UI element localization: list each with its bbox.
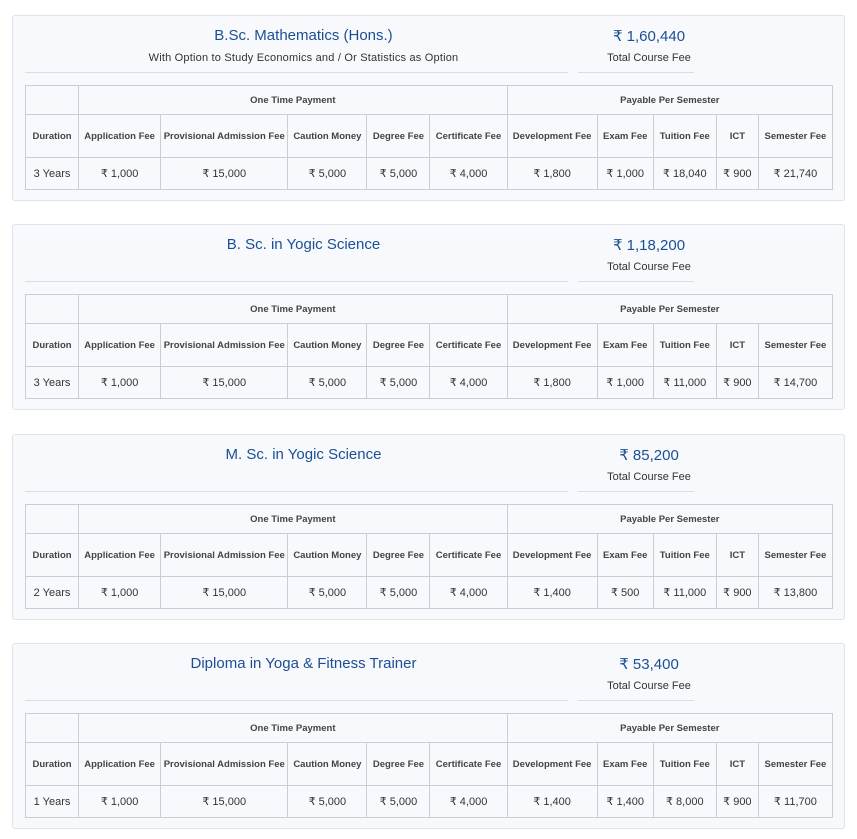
course-header <box>13 644 844 714</box>
column-header: Tuition Fee <box>653 534 716 577</box>
column-header: Duration <box>26 534 79 577</box>
column-header: Degree Fee <box>367 743 430 786</box>
fee-cell: ₹ 1,000 <box>597 158 653 190</box>
course-header <box>13 435 844 505</box>
blank-header-cell <box>26 714 79 743</box>
column-header: Provisional Admission Fee <box>161 324 288 367</box>
fee-table <box>25 294 833 399</box>
fee-cell: ₹ 900 <box>716 786 758 818</box>
column-header: Application Fee <box>79 534 161 577</box>
total-fee-divider <box>578 700 694 701</box>
column-header: Duration <box>26 324 79 367</box>
total-fee-divider <box>578 491 694 492</box>
fee-cell: ₹ 900 <box>716 577 758 609</box>
column-header: Caution Money <box>288 115 367 158</box>
fee-cell: ₹ 15,000 <box>161 786 288 818</box>
column-header: Development Fee <box>507 743 597 786</box>
column-header: Exam Fee <box>597 743 653 786</box>
column-header: Tuition Fee <box>653 743 716 786</box>
column-header: Caution Money <box>288 534 367 577</box>
column-header: Caution Money <box>288 743 367 786</box>
column-header: Provisional Admission Fee <box>161 534 288 577</box>
column-header: Development Fee <box>507 324 597 367</box>
fee-cell: ₹ 5,000 <box>288 786 367 818</box>
header-divider <box>25 700 568 701</box>
column-header: ICT <box>716 115 758 158</box>
per-semester-header: Payable Per Semester <box>507 86 832 115</box>
duration-cell: 3 Years <box>26 367 79 399</box>
fee-cell: ₹ 900 <box>716 158 758 190</box>
column-header: ICT <box>716 324 758 367</box>
total-fee-label: Total Course Fee <box>607 471 691 483</box>
course-card <box>12 434 845 620</box>
per-semester-header: Payable Per Semester <box>507 714 832 743</box>
course-card <box>12 15 845 201</box>
one-time-payment-header: One Time Payment <box>79 505 508 534</box>
total-fee-amount: ₹ 53,400 <box>619 656 679 673</box>
duration-cell: 2 Years <box>26 577 79 609</box>
fee-cell: ₹ 14,700 <box>758 367 832 399</box>
total-fee-amount: ₹ 1,60,440 <box>612 28 686 45</box>
fee-cell: ₹ 5,000 <box>367 786 430 818</box>
column-header: Provisional Admission Fee <box>161 743 288 786</box>
fee-cell: ₹ 21,740 <box>758 158 832 190</box>
fee-cell: ₹ 4,000 <box>430 367 507 399</box>
fee-cell: ₹ 5,000 <box>367 577 430 609</box>
per-semester-header: Payable Per Semester <box>507 295 832 324</box>
fee-cell: ₹ 11,000 <box>653 577 716 609</box>
column-header: Development Fee <box>507 534 597 577</box>
course-header <box>13 225 844 295</box>
column-header: Duration <box>26 743 79 786</box>
total-fee-label: Total Course Fee <box>607 52 691 64</box>
blank-header-cell <box>26 505 79 534</box>
fee-cell: ₹ 18,040 <box>653 158 716 190</box>
column-header: Degree Fee <box>367 324 430 367</box>
fee-cell: ₹ 5,000 <box>367 158 430 190</box>
column-header: Duration <box>26 115 79 158</box>
fee-cell: ₹ 5,000 <box>288 158 367 190</box>
column-header: Certificate Fee <box>430 324 507 367</box>
total-fee-label: Total Course Fee <box>607 261 691 273</box>
course-card <box>12 643 845 829</box>
one-time-payment-header: One Time Payment <box>79 714 508 743</box>
column-header: Semester Fee <box>758 115 832 158</box>
duration-cell: 3 Years <box>26 158 79 190</box>
total-fee-label: Total Course Fee <box>607 680 691 692</box>
course-card <box>12 224 845 410</box>
fee-cell: ₹ 1,400 <box>507 577 597 609</box>
column-header: ICT <box>716 534 758 577</box>
duration-cell: 1 Years <box>26 786 79 818</box>
total-fee-divider <box>578 72 694 73</box>
fee-cell: ₹ 1,800 <box>507 158 597 190</box>
fee-cell: ₹ 1,000 <box>79 367 161 399</box>
column-header: Degree Fee <box>367 115 430 158</box>
column-header: Certificate Fee <box>430 743 507 786</box>
header-divider <box>25 491 568 492</box>
blank-header-cell <box>26 86 79 115</box>
fee-cell: ₹ 11,700 <box>758 786 832 818</box>
table-row <box>26 158 833 190</box>
column-header: Application Fee <box>79 743 161 786</box>
fee-cell: ₹ 1,000 <box>79 786 161 818</box>
table-row <box>26 577 833 609</box>
fee-cell: ₹ 1,000 <box>79 577 161 609</box>
table-row <box>26 786 833 818</box>
fee-table <box>25 85 833 190</box>
fee-cell: ₹ 900 <box>716 367 758 399</box>
fee-table <box>25 504 833 609</box>
column-header: Provisional Admission Fee <box>161 115 288 158</box>
fee-cell: ₹ 5,000 <box>288 577 367 609</box>
column-header: Application Fee <box>79 324 161 367</box>
fee-cell: ₹ 15,000 <box>161 367 288 399</box>
header-divider <box>25 281 568 282</box>
column-header: Caution Money <box>288 324 367 367</box>
fee-cell: ₹ 15,000 <box>161 577 288 609</box>
fee-cell: ₹ 8,000 <box>653 786 716 818</box>
column-header: Certificate Fee <box>430 115 507 158</box>
column-header: Semester Fee <box>758 534 832 577</box>
fee-cell: ₹ 1,000 <box>597 367 653 399</box>
total-fee-amount: ₹ 1,18,200 <box>612 237 686 254</box>
one-time-payment-header: One Time Payment <box>79 86 508 115</box>
fee-cell: ₹ 15,000 <box>161 158 288 190</box>
column-header: Tuition Fee <box>653 324 716 367</box>
blank-header-cell <box>26 295 79 324</box>
course-subtitle: With Option to Study Economics and / Or Statistics as Option <box>148 52 459 64</box>
fee-cell: ₹ 1,000 <box>79 158 161 190</box>
per-semester-header: Payable Per Semester <box>507 505 832 534</box>
one-time-payment-header: One Time Payment <box>79 295 508 324</box>
course-title: Diploma in Yoga & Fitness Trainer <box>190 655 417 672</box>
column-header: Semester Fee <box>758 743 832 786</box>
fee-cell: ₹ 500 <box>597 577 653 609</box>
total-fee-divider <box>578 281 694 282</box>
fee-cell: ₹ 13,800 <box>758 577 832 609</box>
fee-cell: ₹ 5,000 <box>367 367 430 399</box>
column-header: Exam Fee <box>597 115 653 158</box>
fee-cell: ₹ 11,000 <box>653 367 716 399</box>
column-header: Degree Fee <box>367 534 430 577</box>
column-header: Exam Fee <box>597 534 653 577</box>
course-header <box>13 16 844 86</box>
fee-cell: ₹ 1,400 <box>597 786 653 818</box>
fee-cell: ₹ 4,000 <box>430 577 507 609</box>
column-header: Certificate Fee <box>430 534 507 577</box>
course-title: M. Sc. in Yogic Science <box>225 446 382 463</box>
fee-cell: ₹ 1,400 <box>507 786 597 818</box>
column-header: Tuition Fee <box>653 115 716 158</box>
fee-cell: ₹ 5,000 <box>288 367 367 399</box>
fee-table <box>25 713 833 818</box>
total-fee-amount: ₹ 85,200 <box>619 447 679 464</box>
fee-cell: ₹ 1,800 <box>507 367 597 399</box>
fee-cell: ₹ 4,000 <box>430 158 507 190</box>
header-divider <box>25 72 568 73</box>
course-title: B.Sc. Mathematics (Hons.) <box>214 27 393 44</box>
column-header: Application Fee <box>79 115 161 158</box>
table-row <box>26 367 833 399</box>
column-header: Semester Fee <box>758 324 832 367</box>
column-header: ICT <box>716 743 758 786</box>
column-header: Exam Fee <box>597 324 653 367</box>
course-title: B. Sc. in Yogic Science <box>226 236 381 253</box>
fee-cell: ₹ 4,000 <box>430 786 507 818</box>
column-header: Development Fee <box>507 115 597 158</box>
